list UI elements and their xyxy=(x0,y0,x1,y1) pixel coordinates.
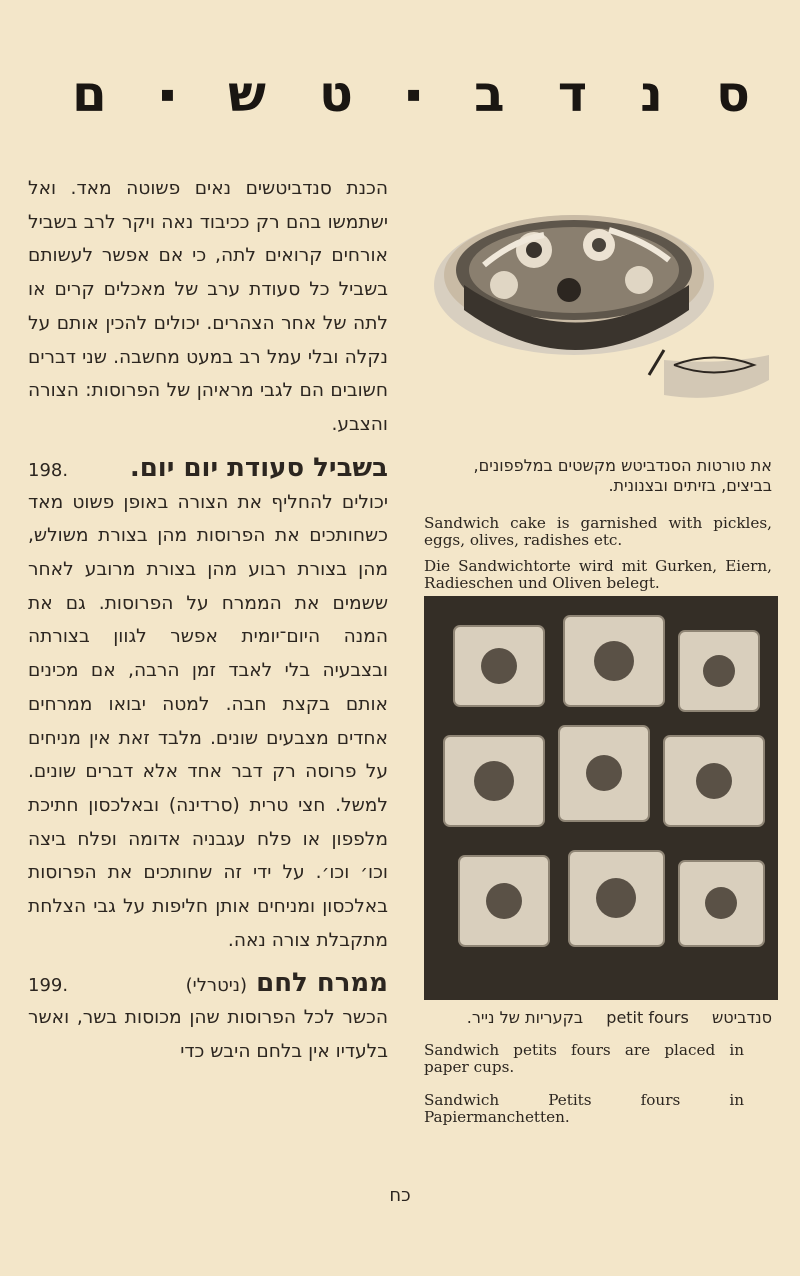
figure-2-caption-english: Sandwich petits fours are placed in paper cups. xyxy=(424,1041,744,1076)
section-198-number: 198. xyxy=(28,459,69,481)
section-199-number: 199. xyxy=(28,975,69,997)
title-letter: ם xyxy=(72,65,107,123)
figure-2-caption-hebrew xyxy=(424,1008,772,1028)
figure-2-caption-he-part2: בקעריות של נייר. xyxy=(466,1008,584,1027)
section-199-title-text: ממרח לחם xyxy=(256,968,388,999)
text-area xyxy=(28,172,388,1069)
intro-paragraph: הכנת סנדביטשים נאים פשוטה מאד. ואל ישתמשו בהם רק ככיבוד נאה ויקר לרב בשביל אורחים קרואים לתה, כי אם אפשר לעשותם בשביל כל סעודת ערב של מאכלים קרים או לתה של אחר הצהרים. יכולים להכין אותם על נקלה ובלי עמל רב במעט מחשבה. שני דברים חשובים הם לגבי מראיהן של הפרוסות: הצורה והצבע. xyxy=(28,178,388,435)
title-letter: ד xyxy=(557,65,588,123)
section-199-title xyxy=(186,967,388,1003)
figure-1-caption-german: Die Sandwichtorte wird mit Gurken, Eiern, Radieschen und Oliven belegt. xyxy=(424,557,772,592)
sandwich-cake-photo xyxy=(424,190,776,450)
title-letter: ש xyxy=(227,65,266,123)
figure-1-caption-english: Sandwich cake is garnished with pickles, eggs, olives, radishes etc. xyxy=(424,514,772,549)
figure-1-caption-hebrew: את טורטות הסנדביטש מקשטים במלפפונים, בביצים, בזיתים ובצנונית. xyxy=(473,456,772,495)
section-198-heading xyxy=(28,452,388,486)
title-letter: נ xyxy=(640,65,663,123)
title-letter: ט xyxy=(319,65,353,123)
section-198-title: בשביל סעודת יום יום. xyxy=(129,452,388,483)
section-198-body: יכולים להחליף את הצורה באופן פשוט מאד כשחותכים את הפרוסות מהן בצורת משולש, מהן בצורת רבוע מהן בצורת מרובע לאחר ששמים את הממרח על הפרוסות. גם את המנה היום־יומית אפשר לגוון בצורתה ובצבעיה בלי לאבד זמן הרבה, אם מכינים אותם בקצת חבה. למטה יבואו ממרחים אחדים מצבעים שונים. מלבד זאת אין מניחים על פרוסה רק דבר אחד אלא דברים שונים. למשל. חצי טרית (סרדינה) ובאלכסון חתיכת מלפפון או פלח עגבניה אדומה ופלח ביצה וכו׳ וכו׳. על ידי זה שחותכים את הפרוסות באלכסון ומניחים אותן חליפות על גבי הצלחת מתקבלת צורה נאה. xyxy=(28,491,388,951)
page-number: כח xyxy=(389,1185,411,1206)
page-title xyxy=(72,65,750,123)
title-separator: ▪ xyxy=(159,81,175,107)
figure-2-caption-he-part1: סנדביטש xyxy=(711,1008,772,1027)
figure-2-caption-he-french: petit fours xyxy=(606,1008,689,1027)
section-199-body: הכשר לכל הפרוסות שהן מכוסות בשר, ואשר בלעדיו אין בלחם היבש כדי xyxy=(28,1007,388,1063)
section-199-title-suffix: (ניטרלי) xyxy=(185,975,248,997)
title-letter: ס xyxy=(716,65,750,123)
title-letter: ב xyxy=(474,65,505,123)
section-199-heading xyxy=(28,967,388,1001)
figure-2-caption-german: Sandwich Petits fours in Papiermanchetten. xyxy=(424,1091,744,1126)
petit-fours-photo xyxy=(424,596,778,1000)
title-separator: ▪ xyxy=(406,81,421,107)
